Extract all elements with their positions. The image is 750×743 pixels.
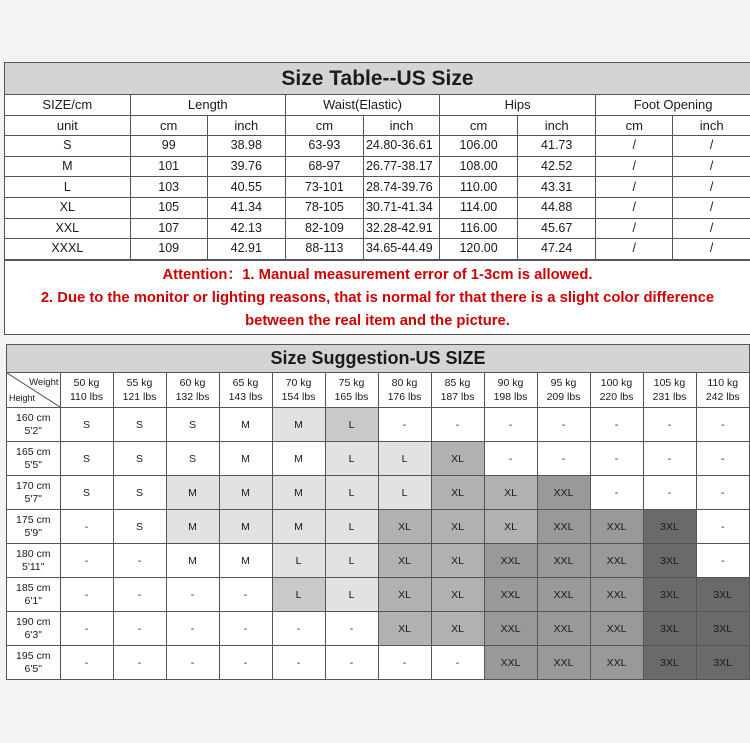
suggested-size-cell: XXL [590, 612, 643, 646]
suggested-size-cell: S [60, 408, 113, 442]
size-cell: 107 [130, 218, 207, 239]
suggested-size-cell: S [113, 510, 166, 544]
suggested-size-cell: - [590, 476, 643, 510]
attention-line-2: 2. Due to the monitor or lighting reasons, that is normal for that there is a slight color difference [40, 289, 715, 306]
suggested-size-cell: - [696, 476, 749, 510]
size-cell: 114.00 [440, 197, 518, 218]
size-cell: M [5, 156, 130, 177]
size-cell: 105 [130, 197, 207, 218]
suggested-size-cell: - [484, 442, 537, 476]
size-cell: / [596, 218, 673, 239]
suggested-size-cell: 3XL [643, 646, 696, 680]
size-table-grid [5, 95, 750, 260]
weight-kg: 105 kg [653, 377, 686, 389]
size-cell: / [596, 197, 673, 218]
weight-kg: 55 kg [126, 377, 153, 389]
suggested-size-cell: - [696, 408, 749, 442]
height-header-cell [7, 408, 60, 442]
size-cell: S [5, 136, 130, 157]
height-cm: 185 cm [16, 581, 51, 594]
suggested-size-cell: XXL [590, 510, 643, 544]
size-cell: XXL [5, 218, 130, 239]
weight-kg: 50 kg [73, 377, 100, 389]
suggested-size-cell: 3XL [643, 578, 696, 612]
size-cell: 34.65-44.49 [363, 239, 439, 260]
suggested-size-cell: - [219, 612, 272, 646]
height-row [7, 612, 749, 646]
suggested-size-cell: - [378, 408, 431, 442]
height-ft: 5'7" [24, 492, 42, 505]
size-cell: 28.74-39.76 [363, 177, 439, 198]
suggested-size-cell: XXL [537, 510, 590, 544]
suggested-size-cell: S [113, 442, 166, 476]
size-unit-cell: inch [363, 115, 439, 136]
suggested-size-cell: - [643, 408, 696, 442]
weight-lbs: 110 lbs [69, 391, 104, 403]
size-cell: 43.31 [518, 177, 596, 198]
size-unit-cell: cm [440, 115, 518, 136]
weight-kg: 110 kg [707, 377, 739, 389]
suggested-size-cell: - [166, 578, 219, 612]
size-row [5, 239, 750, 260]
suggested-size-cell: - [590, 408, 643, 442]
size-cell: 39.76 [207, 156, 285, 177]
suggested-size-cell: - [166, 612, 219, 646]
corner-weight-label: Weight [29, 377, 59, 388]
suggested-size-cell: L [272, 578, 325, 612]
size-table-title: Size Table--US Size [5, 63, 750, 95]
size-cell: 42.91 [207, 239, 285, 260]
height-header-cell [7, 646, 60, 680]
size-cell: 82-109 [285, 218, 363, 239]
size-cell: 63-93 [285, 136, 363, 157]
weight-kg: 100 kg [600, 377, 633, 389]
suggested-size-cell: M [272, 510, 325, 544]
weight-kg: 80 kg [391, 377, 418, 389]
height-cm: 160 cm [16, 411, 51, 424]
size-unit-cell: cm [596, 115, 673, 136]
size-cell: / [596, 177, 673, 198]
suggested-size-cell: XXL [537, 646, 590, 680]
height-row [7, 408, 749, 442]
size-cell: 78-105 [285, 197, 363, 218]
size-cell: 41.34 [207, 197, 285, 218]
suggested-size-cell: L [325, 510, 378, 544]
suggested-size-cell: XL [484, 476, 537, 510]
size-suggestion-table [6, 344, 750, 680]
suggested-size-cell: 3XL [696, 578, 749, 612]
weight-header-cell [166, 373, 219, 408]
weight-kg: 60 kg [179, 377, 206, 389]
size-row [5, 177, 750, 198]
height-ft: 5'5" [24, 458, 42, 471]
weight-lbs: 209 lbs [546, 391, 581, 403]
suggested-size-cell: - [113, 612, 166, 646]
suggested-size-cell: - [60, 612, 113, 646]
corner-cell [7, 373, 60, 408]
size-cell: 26.77-38.17 [363, 156, 439, 177]
suggested-size-cell: M [272, 408, 325, 442]
size-cell: 42.13 [207, 218, 285, 239]
weight-header-cell [484, 373, 537, 408]
size-cell: 30.71-41.34 [363, 197, 439, 218]
suggested-size-cell: M [219, 544, 272, 578]
size-unit-cell: unit [5, 115, 130, 136]
height-header-cell [7, 510, 60, 544]
size-cell: 109 [130, 239, 207, 260]
suggested-size-cell: M [219, 408, 272, 442]
size-unit-cell: inch [207, 115, 285, 136]
height-row [7, 578, 749, 612]
suggested-size-cell: - [60, 646, 113, 680]
weight-header-cell [537, 373, 590, 408]
suggested-size-cell: - [696, 510, 749, 544]
size-cell: / [673, 218, 750, 239]
size-row [5, 156, 750, 177]
height-ft: 5'9" [24, 526, 42, 539]
suggested-size-cell: XXL [484, 544, 537, 578]
size-cell: / [673, 239, 750, 260]
weight-lbs: 220 lbs [599, 391, 634, 403]
suggested-size-cell: - [378, 646, 431, 680]
weight-header-cell [643, 373, 696, 408]
size-row [5, 218, 750, 239]
suggested-size-cell: - [60, 578, 113, 612]
height-row [7, 476, 749, 510]
weight-lbs: 143 lbs [228, 391, 263, 403]
suggested-size-cell: XXL [537, 612, 590, 646]
height-ft: 6'5" [24, 662, 42, 675]
size-cell: 101 [130, 156, 207, 177]
size-cell: XXXL [5, 239, 130, 260]
suggested-size-cell: M [219, 510, 272, 544]
suggested-size-cell: L [325, 442, 378, 476]
suggested-size-cell: - [325, 646, 378, 680]
size-cell: / [673, 177, 750, 198]
height-header-cell [7, 612, 60, 646]
suggested-size-cell: 3XL [696, 612, 749, 646]
weight-header-cell [590, 373, 643, 408]
suggested-size-cell: L [325, 544, 378, 578]
suggested-size-cell: XXL [537, 476, 590, 510]
suggested-size-cell: - [696, 544, 749, 578]
suggested-size-cell: L [378, 442, 431, 476]
suggested-size-cell: XL [484, 510, 537, 544]
suggested-size-cell: M [166, 510, 219, 544]
suggested-size-cell: - [272, 612, 325, 646]
suggested-size-cell: XXL [484, 578, 537, 612]
height-cm: 170 cm [16, 479, 51, 492]
suggested-size-cell: - [113, 578, 166, 612]
size-cell: 32.28-42.91 [363, 218, 439, 239]
weight-kg: 65 kg [232, 377, 259, 389]
size-cell: 103 [130, 177, 207, 198]
suggested-size-cell: XL [431, 544, 484, 578]
corner-height-label: Height [9, 393, 36, 403]
weight-lbs: 121 lbs [122, 391, 157, 403]
suggested-size-cell: 3XL [696, 646, 749, 680]
suggested-size-cell: XXL [484, 646, 537, 680]
size-cell: 42.52 [518, 156, 596, 177]
size-suggestion-grid [7, 373, 749, 679]
weight-lbs: 231 lbs [652, 391, 687, 403]
suggested-size-cell: - [325, 612, 378, 646]
suggested-size-cell: S [166, 408, 219, 442]
height-cm: 175 cm [16, 513, 51, 526]
weight-kg: 70 kg [285, 377, 312, 389]
suggested-size-cell: S [113, 408, 166, 442]
size-unit-cell: inch [673, 115, 750, 136]
attention-line-3: between the real item and the picture. [245, 312, 510, 329]
size-cell: L [5, 177, 130, 198]
suggested-size-cell: - [272, 646, 325, 680]
height-cm: 180 cm [16, 547, 51, 560]
suggested-size-cell: XL [431, 612, 484, 646]
size-cell: 44.88 [518, 197, 596, 218]
suggested-size-cell: S [113, 476, 166, 510]
suggested-size-cell: S [60, 442, 113, 476]
size-header-row [5, 95, 750, 115]
weight-lbs: 154 lbs [281, 391, 316, 403]
weight-kg: 90 kg [497, 377, 524, 389]
weight-header-cell [219, 373, 272, 408]
suggested-size-cell: - [60, 510, 113, 544]
size-header-cell: Hips [440, 95, 596, 115]
suggested-size-cell: L [378, 476, 431, 510]
suggested-size-cell: M [272, 476, 325, 510]
size-cell: 116.00 [440, 218, 518, 239]
weight-header-row [7, 373, 749, 408]
size-cell: 99 [130, 136, 207, 157]
suggested-size-cell: - [590, 442, 643, 476]
weight-header-cell [431, 373, 484, 408]
suggested-size-cell: XXL [484, 612, 537, 646]
size-unit-row [5, 115, 750, 136]
weight-kg: 95 kg [550, 377, 577, 389]
size-header-cell: Length [130, 95, 285, 115]
height-row [7, 510, 749, 544]
weight-header-cell [325, 373, 378, 408]
height-header-cell [7, 544, 60, 578]
suggested-size-cell: - [219, 646, 272, 680]
suggested-size-cell: XL [378, 578, 431, 612]
suggested-size-cell: - [643, 476, 696, 510]
height-row [7, 646, 749, 680]
suggested-size-cell: - [643, 442, 696, 476]
weight-lbs: 198 lbs [493, 391, 528, 403]
suggested-size-cell: - [113, 544, 166, 578]
weight-lbs: 187 lbs [440, 391, 475, 403]
size-cell: 120.00 [440, 239, 518, 260]
suggested-size-cell: XXL [537, 544, 590, 578]
weight-lbs: 132 lbs [175, 391, 210, 403]
suggested-size-cell: XL [431, 578, 484, 612]
height-ft: 5'11" [22, 560, 45, 573]
suggested-size-cell: M [272, 442, 325, 476]
suggested-size-cell: - [113, 646, 166, 680]
suggested-size-cell: 3XL [643, 510, 696, 544]
size-header-cell: Waist(Elastic) [285, 95, 439, 115]
height-ft: 6'3" [24, 628, 42, 641]
height-header-cell [7, 476, 60, 510]
size-cell: / [596, 239, 673, 260]
size-unit-cell: inch [518, 115, 596, 136]
size-unit-cell: cm [285, 115, 363, 136]
height-header-cell [7, 442, 60, 476]
suggested-size-cell: L [325, 476, 378, 510]
suggested-size-cell: - [537, 408, 590, 442]
size-cell: 88-113 [285, 239, 363, 260]
suggested-size-cell: M [219, 442, 272, 476]
weight-kg: 75 kg [338, 377, 365, 389]
weight-lbs: 242 lbs [705, 391, 740, 403]
size-unit-cell: cm [130, 115, 207, 136]
size-cell: / [673, 197, 750, 218]
suggested-size-cell: - [431, 408, 484, 442]
size-cell: 40.55 [207, 177, 285, 198]
suggested-size-cell: L [325, 408, 378, 442]
size-table [4, 62, 750, 335]
size-cell: 41.73 [518, 136, 596, 157]
suggested-size-cell: 3XL [643, 612, 696, 646]
suggested-size-cell: XL [431, 510, 484, 544]
size-cell: / [673, 136, 750, 157]
suggested-size-cell: M [219, 476, 272, 510]
suggested-size-cell: XL [431, 476, 484, 510]
attention-note [5, 260, 750, 334]
height-header-cell [7, 578, 60, 612]
size-row [5, 136, 750, 157]
height-row [7, 442, 749, 476]
size-cell: 108.00 [440, 156, 518, 177]
size-cell: / [596, 136, 673, 157]
suggested-size-cell: L [272, 544, 325, 578]
height-row [7, 544, 749, 578]
suggested-size-cell: XXL [590, 646, 643, 680]
suggested-size-cell: - [60, 544, 113, 578]
suggested-size-cell: S [166, 442, 219, 476]
size-cell: 110.00 [440, 177, 518, 198]
size-cell: 68-97 [285, 156, 363, 177]
height-cm: 190 cm [16, 615, 51, 628]
suggested-size-cell: - [484, 408, 537, 442]
suggested-size-cell: - [537, 442, 590, 476]
size-cell: 106.00 [440, 136, 518, 157]
size-suggestion-title: Size Suggestion-US SIZE [7, 345, 749, 373]
height-cm: 165 cm [16, 445, 51, 458]
suggested-size-cell: M [166, 476, 219, 510]
weight-header-cell [696, 373, 749, 408]
size-cell: 24.80-36.61 [363, 136, 439, 157]
suggested-size-cell: XXL [590, 544, 643, 578]
suggested-size-cell: XL [378, 544, 431, 578]
suggested-size-cell: L [325, 578, 378, 612]
size-header-cell: Foot Opening [596, 95, 750, 115]
size-cell: XL [5, 197, 130, 218]
size-cell: 73-101 [285, 177, 363, 198]
size-cell: / [596, 156, 673, 177]
suggested-size-cell: XXL [590, 578, 643, 612]
weight-lbs: 165 lbs [334, 391, 369, 403]
suggested-size-cell: XXL [537, 578, 590, 612]
suggested-size-cell: M [166, 544, 219, 578]
suggested-size-cell: - [219, 578, 272, 612]
weight-header-cell [60, 373, 113, 408]
weight-kg: 85 kg [444, 377, 471, 389]
weight-lbs: 176 lbs [387, 391, 422, 403]
height-ft: 5'2" [24, 424, 42, 437]
suggested-size-cell: XL [378, 510, 431, 544]
size-header-cell: SIZE/cm [5, 95, 130, 115]
weight-header-cell [378, 373, 431, 408]
weight-header-cell [113, 373, 166, 408]
attention-line-1: Attention：1. Manual measurement error of 1-3cm is allowed. [162, 266, 593, 283]
suggested-size-cell: 3XL [643, 544, 696, 578]
size-cell: 45.67 [518, 218, 596, 239]
weight-header-cell [272, 373, 325, 408]
suggested-size-cell: - [431, 646, 484, 680]
size-cell: 38.98 [207, 136, 285, 157]
size-cell: 47.24 [518, 239, 596, 260]
suggested-size-cell: XL [431, 442, 484, 476]
size-cell: / [673, 156, 750, 177]
suggested-size-cell: - [166, 646, 219, 680]
suggested-size-cell: - [696, 442, 749, 476]
suggested-size-cell: XL [378, 612, 431, 646]
height-ft: 6'1" [24, 594, 42, 607]
size-row [5, 197, 750, 218]
suggested-size-cell: S [60, 476, 113, 510]
height-cm: 195 cm [16, 649, 51, 662]
